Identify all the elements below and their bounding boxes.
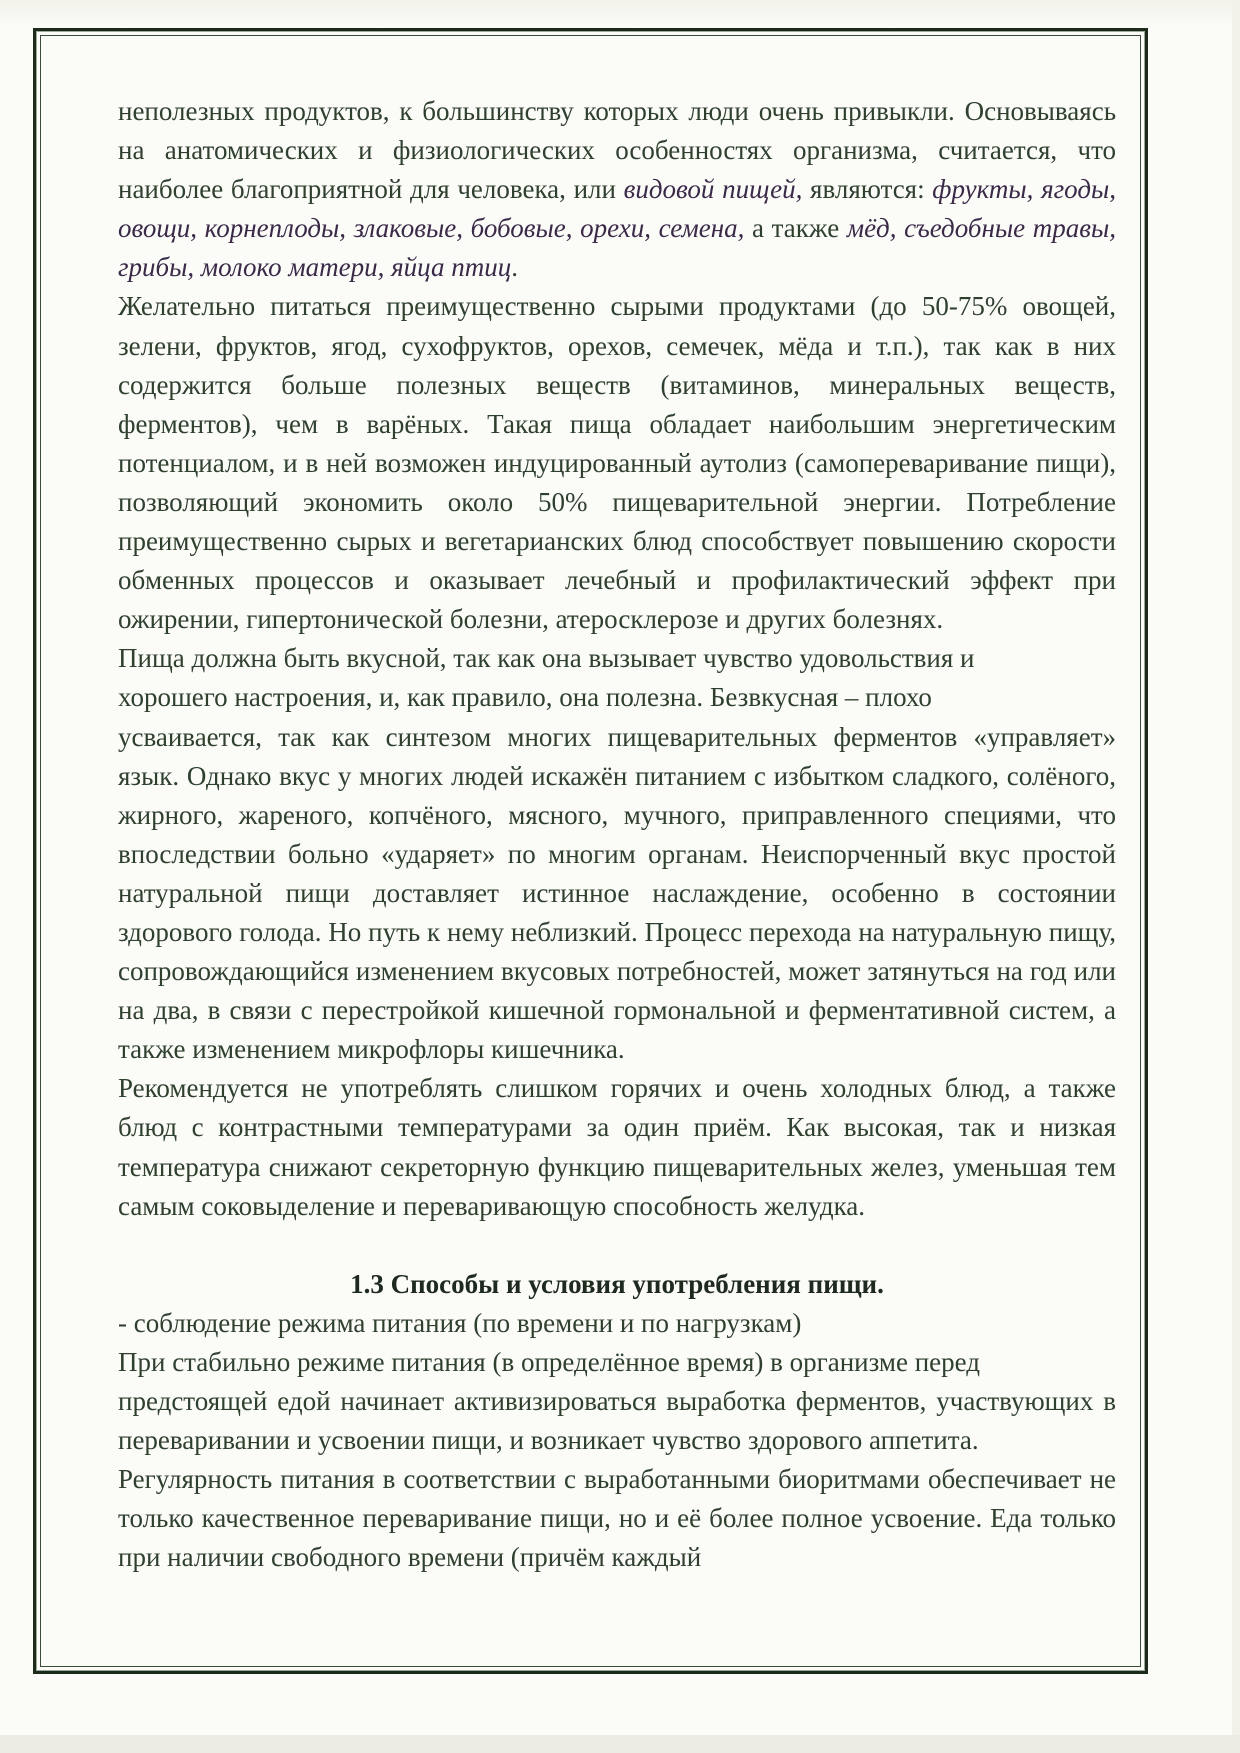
text-fragment: . xyxy=(511,252,519,283)
paragraph-regime: предстоящей едой начинает активизироваться выработка ферментов, участвующих в переваривании и усвоении пищи, и возникает чувство здорового аппетита. xyxy=(118,1386,1116,1456)
scan-right-edge xyxy=(1232,0,1240,1753)
section-heading: 1.3 Способы и условия употребления пищи. xyxy=(350,1268,884,1299)
paragraph-taste-line-1: Пища должна быть вкусной, так как она вызывает чувство удовольствия и xyxy=(118,643,975,674)
text-fragment: являются: xyxy=(810,174,933,205)
text-line: неполезных продуктов, к большинству которых люди очень привыкли. xyxy=(118,96,955,126)
paragraph-regularity: Регулярность питания в соответствии с выработанными биоритмами обеспечивает не только качественное переваривание пищи, но и её более полное усвоение. Еда только при наличии свободного времени (причём каждый xyxy=(118,1464,1116,1573)
emphasis-species-food: видовой пищей, xyxy=(623,174,803,205)
text-line: Основываясь на анатомических и физиологических особенностях организма, xyxy=(118,96,1117,166)
emphasis-seeds: семена, xyxy=(658,213,745,244)
paragraph-taste-line-2: хорошего настроения, и, как правило, она полезна. Безвкусная – плохо xyxy=(118,682,932,713)
paragraph-regime-line-1: При стабильно режиме питания (в определённое время) в организме перед xyxy=(118,1346,980,1377)
paragraph-taste: усваивается, так как синтезом многих пищеварительных ферментов «управляет» язык. Однако вкус у многих людей искажён питанием с избытком сладкого, солёного, жирного, жареного, копчёного, мясного, мучного, приправленного специями, что впоследствии больно «ударяет» по многим органам. Неиспорченный вкус простой натуральной пищи доставляет истинное наслаждение, особенно в состоянии здорового голода. Но путь к нему неблизкий. Процесс перехода на натуральную пищу, сопровождающийся изменением вкусовых потребностей, может затянуться на год или на два, в связи с перестройкой кишечной гормональной и ферментативной систем, а также изменением микрофлоры кишечника. xyxy=(118,721,1116,1065)
emphasis-food-list: фрукты, ягоды, овощи, корнеплоды, злаковые, бобовые, орехи, xyxy=(118,174,1117,244)
text-line: считается, что наиболее благоприятной для человека, или xyxy=(118,135,1117,205)
scan-top-edge xyxy=(0,0,1240,26)
paragraph-temperature: Рекомендуется не употреблять слишком горячих и очень холодных блюд, а также блюд с контрастными температурами за один приём. Как высокая, так и низкая температура снижают секреторную функцию пищеварительных желез, уменьшая тем самым соковыделение и переваривающую способность желудка. xyxy=(118,1073,1116,1221)
emphasis-extra-foods: мёд, съедобные травы, грибы, молоко матери, яйца птиц xyxy=(118,213,1116,283)
document-body xyxy=(118,92,1116,1577)
paragraph-raw-food: Желательно питаться преимущественно сырыми продуктами (до 50-75% овощей, зелени, фруктов, ягод, сухофруктов, орехов, семечек, мёда и т.п.), так как в них содержится больше полезных веществ (витаминов, минеральных веществ, ферментов), чем в варёных. Такая пища обладает наибольшим энергетическим потенциалом, и в ней возможен индуцированный аутолиз (самопереваривание пищи), позволяющий экономить около 50% пищеварительной энергии. Потребление преимущественно сырых и вегетарианских блюд способствует повышению скорости обменных процессов и оказывает лечебный и профилактический эффект при ожирении, гипертонической болезни, атеросклерозе и других болезнях. xyxy=(118,291,1116,635)
paragraph-species-food xyxy=(118,92,1116,287)
scan-bottom-edge xyxy=(0,1735,1240,1753)
list-item-regime: - соблюдение режима питания (по времени и по нагрузкам) xyxy=(118,1307,802,1338)
text-fragment: а также xyxy=(744,213,847,244)
